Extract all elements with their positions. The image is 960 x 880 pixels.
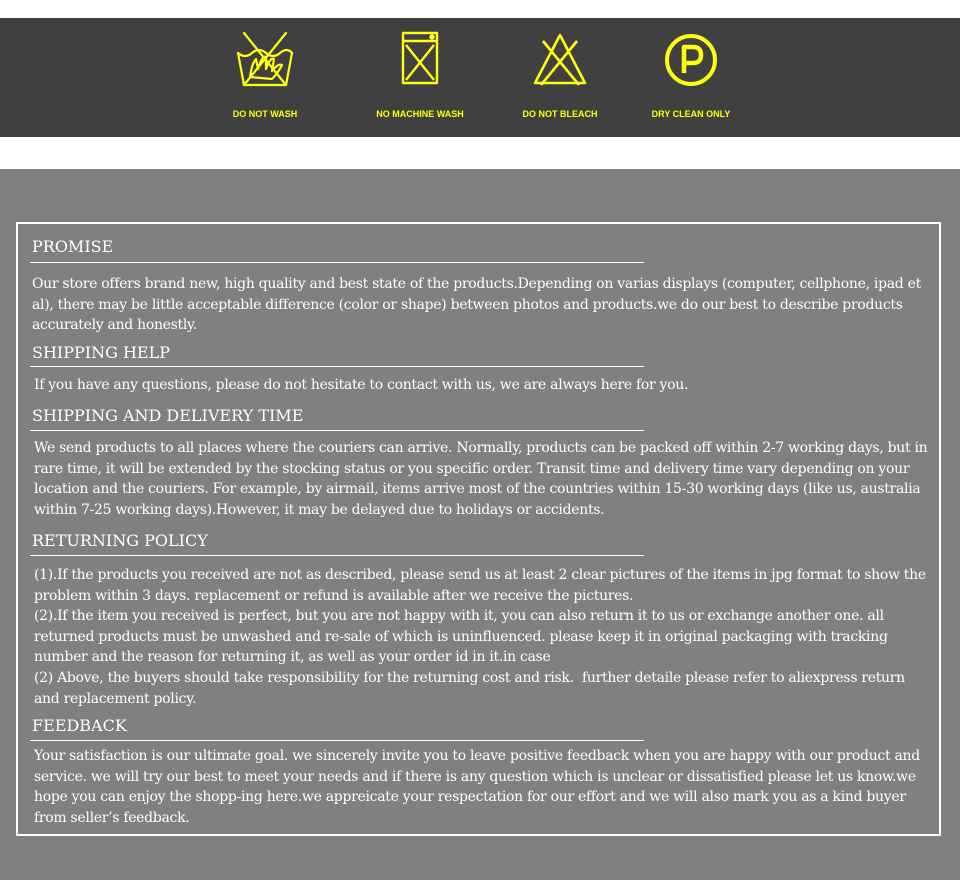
policy-box bbox=[16, 222, 941, 836]
feedback-body: Your satisfaction is our ultimate goal. we sincerely invite you to leave positive feedback when you are happy with our product and service. we will try our best to meet your needs and if there is any question which is unclear or dissatisfied please let us know.we hope you can enjoy the shopp-ing here.we appreicate your respectation for our effort and we will also mark you as a kind buyer from seller’s feedback. bbox=[34, 748, 925, 826]
shipping-help-body: If you have any questions, please do not hesitate to contact with us, we are always here for you. bbox=[34, 377, 689, 393]
care-item-do-not-wash bbox=[185, 18, 345, 137]
promise-title: PROMISE bbox=[32, 237, 114, 256]
promise-body: Our store offers brand new, high quality and best state of the products.Depending on varias displays (computer, cellphone, ipad et al), there may be little acceptable difference (color or shape) between photos and products.we do our best to describe products accurately and honestly. bbox=[32, 276, 926, 334]
care-symbols-band bbox=[0, 18, 960, 137]
care-label-do-not-bleach: DO NOT BLEACH bbox=[522, 109, 598, 119]
care-item-no-machine-wash bbox=[340, 18, 500, 137]
washing-machine-crossed-icon bbox=[389, 29, 451, 91]
shipping-help-rule bbox=[30, 366, 644, 367]
feedback-title: FEEDBACK bbox=[32, 716, 127, 735]
shipping-delivery-title: SHIPPING AND DELIVERY TIME bbox=[32, 406, 304, 425]
hand-wash-crossed-icon bbox=[234, 29, 296, 91]
shipping-help-title: SHIPPING HELP bbox=[32, 343, 170, 362]
care-label-no-machine-wash: NO MACHINE WASH bbox=[376, 109, 464, 119]
returning-policy-rule bbox=[30, 555, 644, 556]
care-item-dry-clean-only bbox=[611, 18, 771, 137]
care-label-do-not-wash: DO NOT WASH bbox=[232, 109, 298, 119]
shipping-delivery-rule bbox=[30, 430, 644, 431]
feedback-rule bbox=[30, 740, 644, 741]
returning-policy-body: (1).If the products you received are not as described, please send us at least 2 clear pictures of the items in jpg format to show the problem within 3 days. replacement or refund is available after we receive the pictures. (2).If the item you received is perfect, but you are not happy with it, you can also return it to us or exchange another one. all returned products must be unwashed and re-sale of which is uninfluenced. please keep it in original packaging with tracking number and the reason for returning it, as well as your order id in it.in case (2) Above, the buyers should take responsibility for the returning cost and risk. further detaile please refer to aliexpress return and replacement policy. bbox=[34, 567, 926, 707]
promise-rule bbox=[30, 262, 644, 263]
bleach-crossed-icon bbox=[529, 29, 591, 91]
store-policy-panel bbox=[0, 169, 960, 880]
dry-clean-p-icon bbox=[660, 29, 722, 91]
shipping-delivery-body: We send products to all places where the couriers can arrive. Normally, products can be packed off within 2-7 working days, but in rare time, it will be extended by the stocking status or you specific order. Transit time and delivery time vary depending on your location and the couriers. For example, by airmail, items arrive most of the countries within 15-30 working days (like us, australia within 7-25 working days).However, it may be delayed due to holidays or accidents. bbox=[34, 440, 932, 518]
care-label-dry-clean-only: DRY CLEAN ONLY bbox=[651, 109, 731, 119]
returning-policy-title: RETURNING POLICY bbox=[32, 531, 208, 550]
